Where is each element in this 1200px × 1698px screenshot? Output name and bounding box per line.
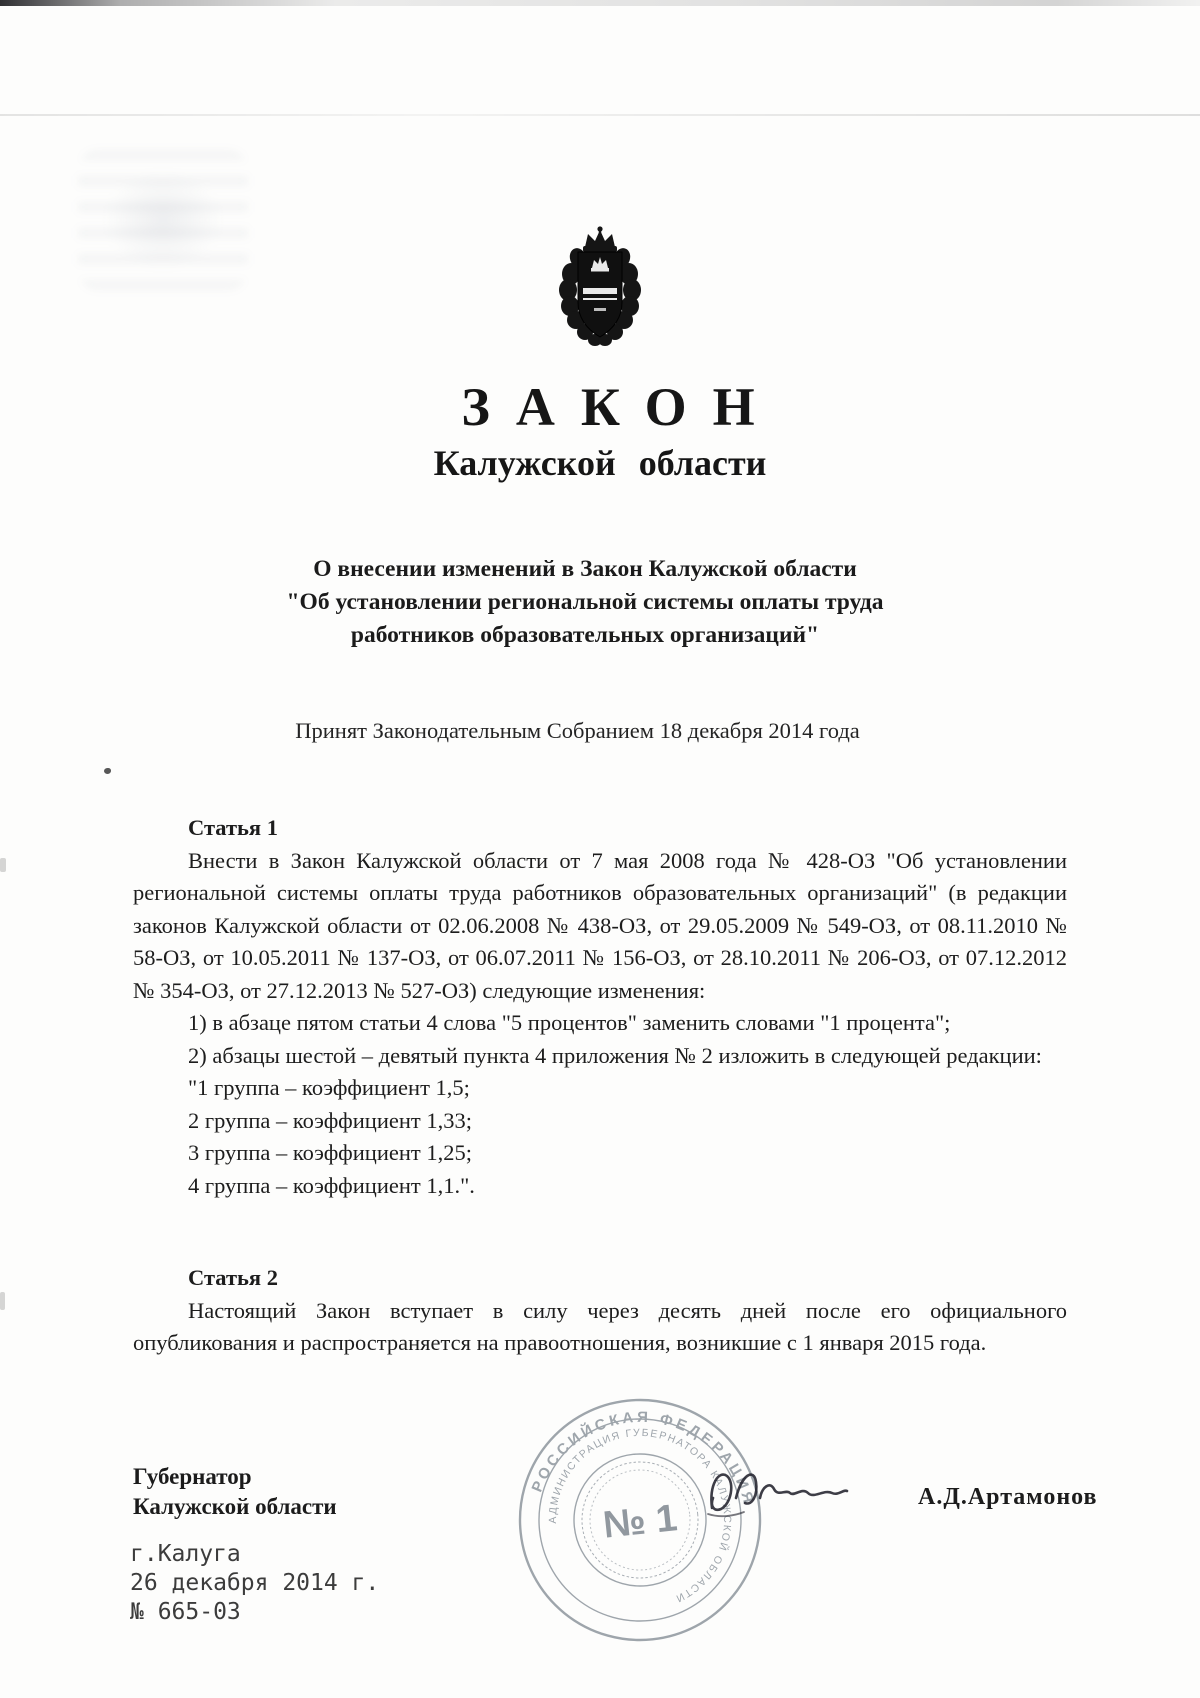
article-2-heading: Статья 2 — [188, 1265, 278, 1290]
article-1-item-2: 2) абзацы шестой – девятый пункта 4 приложения № 2 изложить в следующей редакции: — [188, 1042, 1042, 1068]
article-2 — [133, 1262, 1067, 1360]
scan-edge-speck — [0, 1292, 5, 1310]
article-1-group-2: 2 группа – коэффициент 1,33; — [188, 1107, 472, 1133]
adoption-line: Принят Законодательным Собранием 18 декабря 2014 года — [295, 718, 860, 743]
stamp-outer-text: РОССИЙСКАЯ ФЕДЕРАЦИЯ — [528, 1408, 758, 1509]
coat-of-arms — [540, 224, 660, 354]
document-title-line: "Об установлении региональной системы оплаты труда — [286, 589, 884, 615]
scan-artifact-line — [0, 114, 1200, 116]
article-1 — [133, 812, 1067, 1202]
law-word-title: ЗАКОН — [461, 377, 781, 437]
article-1-paragraph: Внести в Закон Калужской области от 7 мая 2008 года № 428-ОЗ "Об установлении региональной системы оплаты труда работников образовательных организаций" (в редакции законов Калужской области от 02.06.2008 № 438-ОЗ, от 29.05.2009 № 549-ОЗ, от 08.11.2010 № 58-ОЗ, от 10.05.2011 № 137-ОЗ, от 06.07.2011 № 156-ОЗ, от 28.10.2011 № 206-ОЗ, от 07.12.2012 № 354-ОЗ, от 27.12.2013 № 527-ОЗ) следующие изменения: — [133, 847, 1067, 1003]
signer-position-line: Калужской области — [133, 1494, 337, 1519]
issue-details — [130, 1540, 379, 1627]
issue-place: г.Калуга — [130, 1541, 241, 1567]
signer-position-line: Губернатор — [133, 1464, 252, 1489]
issue-number: № 665-03 — [130, 1599, 241, 1625]
stamp-number: № 1 — [601, 1497, 680, 1547]
article-1-group-3: 3 группа – коэффициент 1,25; — [188, 1140, 472, 1165]
article-1-group-4: 4 группа – коэффициент 1,1.". — [188, 1172, 475, 1198]
scan-dot — [104, 768, 111, 774]
signer-position — [133, 1462, 337, 1522]
signer-name: А.Д.Артамонов — [918, 1484, 1098, 1510]
scan-smudge — [78, 150, 248, 290]
stamp-ring-text: АДМИНИСТРАЦИЯ ГУБЕРНАТОРА КАЛУЖСКОЙ ОБЛАСТИ — [546, 1426, 734, 1605]
governor-signature — [700, 1446, 850, 1546]
document-title-line: О внесении изменений в Закон Калужской области — [313, 556, 857, 582]
law-region-title: Калужской области — [433, 443, 767, 483]
document-title-line: работников образовательных организаций" — [350, 622, 820, 648]
scan-edge-speck — [0, 858, 6, 872]
article-1-item-1: 1) в абзаце пятом статьи 4 слова "5 процентов" заменить словами "1 процента"; — [188, 1010, 951, 1035]
kaluga-coat-of-arms-icon — [540, 224, 660, 354]
document-title — [10, 553, 1160, 652]
issue-date: 26 декабря 2014 г. — [130, 1570, 380, 1596]
scan-artifact-top-strip — [0, 0, 1200, 6]
article-1-group-1: "1 группа – коэффициент 1,5; — [188, 1075, 470, 1100]
article-2-paragraph: Настоящий Закон вступает в силу через десять дней после его официального опубликования и распространяется на правоотношения, возникшие с 1 января 2015 года. — [133, 1297, 1067, 1355]
article-1-heading: Статья 1 — [188, 815, 278, 840]
